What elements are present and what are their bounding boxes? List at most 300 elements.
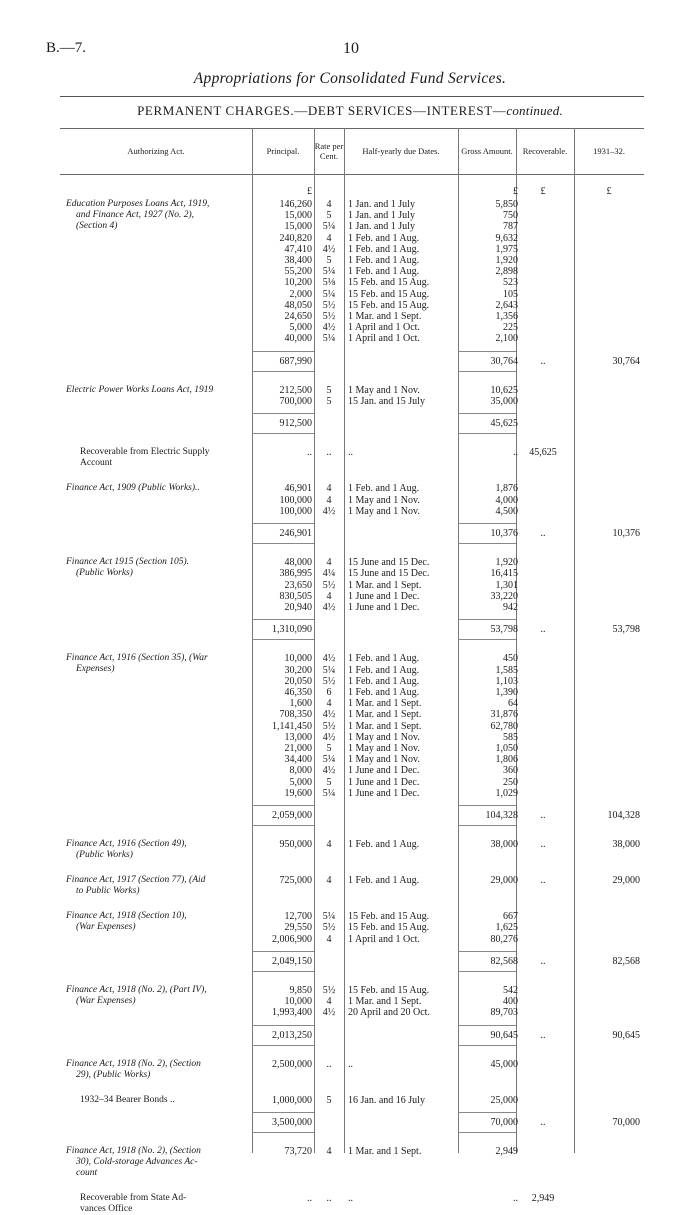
table-row-gross: 1,920 (495, 557, 518, 569)
table-row-gross: 360 (503, 765, 518, 777)
subtotal-bottom-rule (458, 639, 516, 640)
subtotal-rule-principal (252, 523, 314, 524)
year-total: 53,798 (612, 624, 640, 636)
act-name-line: Expenses) (76, 664, 115, 675)
act-name-line: Finance Act 1915 (Section 105). (66, 557, 190, 568)
table-row-principal: 13,000 (284, 731, 312, 743)
act-name-line: count (76, 1168, 98, 1179)
subtotal-rule-principal (252, 619, 314, 620)
table-row-gross: 250 (503, 776, 518, 788)
table-row-dates: 1 Feb. and 1 Aug. (348, 483, 420, 495)
table-row-rate: 4½ (322, 709, 336, 721)
subtotal-rule-gross (458, 1112, 516, 1113)
table-row-principal: 146,260 (279, 199, 312, 210)
table-header-rule (60, 174, 644, 175)
table-row-gross: 1,975 (495, 243, 518, 255)
table-row-gross: 45,000 (490, 1058, 518, 1070)
subtotal-gross: 30,764 (490, 355, 518, 367)
table-row-dates: 1 Feb. and 1 Aug. (348, 687, 420, 698)
table-row-gross: 4,000 (495, 494, 518, 506)
gross-currency: £ (513, 186, 518, 197)
table-row-principal: 19,600 (284, 787, 312, 799)
table-row-rate: 4 (326, 199, 332, 210)
table-row-rate: .. (326, 1058, 332, 1070)
table-row-rate: 5⅛ (322, 277, 336, 289)
page-title: Appropriations for Consolidated Fund Services. (193, 70, 507, 87)
subtotal-bottom-rule (252, 371, 314, 372)
table-row-rate: 5¼ (322, 266, 336, 278)
table-row-gross: 1,050 (495, 743, 518, 754)
table-row-rate: 4½ (322, 731, 336, 743)
table-row-dates: 1 Feb. and 1 Aug. (348, 255, 420, 266)
act-name-line: and Finance Act, 1927 (No. 2), (76, 210, 195, 220)
table-row-gross: .. (513, 1193, 518, 1205)
table-row-dates: 1 June and 1 Dec. (348, 590, 420, 602)
subtotal-rule-gross (458, 619, 516, 620)
table-row-rate: 4 (326, 232, 332, 244)
recoverable-value: .. (540, 810, 546, 821)
act-name-line: (War Expenses) (76, 922, 136, 933)
table-row-dates: 1 Jan. and 1 July (348, 210, 415, 222)
table-row-rate: 4 (326, 839, 332, 851)
recoverable-value: .. (540, 355, 546, 367)
subtotal-principal: 912,500 (279, 418, 312, 430)
table-row-gross: 62,780 (490, 720, 518, 732)
table-row-rate: 5½ (322, 675, 336, 687)
act-name (66, 985, 248, 1007)
table-row-principal: 2,500,000 (272, 1058, 312, 1070)
table-row-rate: 5¼ (322, 664, 336, 676)
table-row-gross: 105 (503, 288, 518, 300)
table-row-gross: 5,850 (495, 199, 518, 210)
table-row-principal: 15,000 (284, 210, 312, 222)
act-name-line: Finance Act, 1918 (No. 2), (Part IV), (66, 985, 207, 995)
recoverable-value: 2,949 (531, 1193, 555, 1205)
subtotal-gross: 104,328 (485, 810, 518, 821)
table-row-dates: 1 Feb. and 1 Aug. (348, 675, 420, 687)
table-row-principal: .. (307, 1193, 312, 1205)
section-heading-continued: continued. (506, 103, 563, 118)
table-row-gross: 1,356 (495, 311, 518, 322)
table-row-dates: 1 May and 1 Nov. (348, 505, 420, 517)
subtotal-bottom-rule (458, 1132, 516, 1133)
table-row-principal: 8,000 (289, 765, 312, 777)
table-row-dates: 1 Mar. and 1 Sept. (348, 311, 422, 322)
subtotal-bottom-rule (458, 971, 516, 972)
table-row-dates: 1 June and 1 Dec. (348, 787, 420, 799)
table-row-principal: 23,650 (284, 579, 312, 591)
table-row-gross: 1,390 (495, 687, 518, 698)
table-row-principal: 30,200 (284, 664, 312, 676)
col-header-recoverable: Recoverable. (522, 146, 568, 156)
table-row-gross: 31,876 (490, 709, 518, 721)
table-row-rate: 4 (326, 698, 332, 710)
subtotal-bottom-rule (252, 639, 314, 640)
table-row-gross: 4,500 (495, 505, 518, 517)
table-row-rate: 5 (326, 743, 332, 754)
table-row-principal: 48,000 (284, 557, 312, 569)
table-row-rate: 5¼ (322, 911, 336, 923)
table-row-dates: 1 May and 1 Nov. (348, 494, 420, 506)
act-name-line: Finance Act, 1916 (Section 35), (War (66, 653, 208, 664)
table-row-gross: 33,220 (490, 590, 518, 602)
table-row-rate: 5½ (322, 299, 336, 311)
table-row-principal: 15,000 (284, 221, 312, 233)
year-total: 82,568 (612, 955, 640, 967)
table-row-rate: 5¼ (322, 754, 336, 766)
act-name-line: Education Purposes Loans Act, 1919, (66, 199, 210, 209)
table-row-gross: 1,625 (495, 922, 518, 934)
table-row-principal: 212,500 (279, 384, 312, 396)
table-row-principal: 1,600 (289, 698, 312, 710)
table-row-rate: .. (326, 447, 332, 459)
act-name-line: Recoverable from State Ad- (80, 1193, 187, 1204)
table-row-rate: .. (326, 1193, 332, 1205)
subtotal-rule-principal (252, 1112, 314, 1113)
table-row-dates: 1 Mar. and 1 Sept. (348, 579, 422, 591)
table-row-gross: 450 (503, 653, 518, 665)
title-rule (60, 96, 644, 97)
table-row-dates: 1 June and 1 Dec. (348, 765, 420, 777)
table-row-dates: 1 Feb. and 1 Aug. (348, 266, 420, 278)
recoverable-currency: £ (540, 186, 546, 197)
table-row-principal: 10,200 (284, 277, 312, 289)
table-row-gross: 2,643 (495, 299, 518, 311)
subtotal-gross: 90,645 (490, 1029, 518, 1041)
table-row-dates: 1 Mar. and 1 Sept. (348, 698, 422, 710)
table-row-gross: .. (513, 447, 518, 459)
table-row-dates: 1 Feb. and 1 Aug. (348, 232, 420, 244)
act-name-line: (War Expenses) (76, 996, 136, 1006)
subtotal-bottom-rule (252, 825, 314, 826)
subtotal-principal: 1,310,090 (272, 624, 312, 636)
recoverable-value: .. (540, 1117, 546, 1128)
table-row-principal: 2,006,900 (272, 933, 312, 945)
table-row-gross: 1,301 (495, 579, 518, 591)
act-name-line: (Section 4) (76, 221, 118, 231)
table-row-dates: 15 Feb. and 15 Aug. (348, 922, 430, 934)
table-row-dates: 15 Feb. and 15 Aug. (348, 288, 430, 300)
act-name-line: Finance Act, 1918 (Section 10), (66, 911, 187, 922)
table-row-dates: 1 Mar. and 1 Sept. (348, 1146, 422, 1158)
act-name-line: (Public Works) (76, 850, 133, 861)
table-row-gross: 16,415 (490, 568, 518, 580)
table-row-principal: 708,350 (279, 709, 312, 721)
table-row-dates: 15 Feb. and 15 Aug. (348, 985, 430, 996)
table-row-dates: 20 April and 20 Oct. (348, 1007, 430, 1019)
table-row-principal: 46,350 (284, 687, 312, 698)
act-name (80, 447, 248, 469)
section-heading-text: PERMANENT CHARGES.—DEBT SERVICES—INTEREST— (137, 103, 507, 118)
appropriations-table (60, 128, 644, 1215)
table-row-dates: 1 Feb. and 1 Aug. (348, 664, 420, 676)
subtotal-gross: 10,376 (490, 528, 518, 539)
subtotal-bottom-rule (252, 433, 314, 434)
act-name-line: Recoverable from Electric Supply (80, 447, 210, 458)
table-row-rate: 4½ (322, 602, 336, 613)
table-row-principal: 46,901 (284, 483, 312, 495)
table-row-rate: 4½ (322, 765, 336, 777)
table-row-rate: 4 (326, 557, 332, 569)
act-name-line: (Public Works) (76, 568, 133, 579)
table-row-dates: 1 April and 1 Oct. (348, 322, 420, 334)
table-row-rate: 5¼ (322, 288, 336, 300)
table-row-dates: 1 June and 1 Dec. (348, 776, 420, 788)
table-row-gross: 2,949 (495, 1146, 518, 1158)
table-row-dates: 15 June and 15 Dec. (348, 557, 430, 569)
recoverable-value: 45,625 (529, 447, 557, 459)
table-row-dates: 15 June and 15 Dec. (348, 568, 430, 580)
table-row-rate: 4¼ (322, 568, 336, 580)
act-name-line: Finance Act, 1918 (No. 2), (Section (66, 1058, 201, 1069)
col-header-year: 1931–32. (593, 146, 625, 156)
table-row-dates: 15 Feb. and 15 Aug. (348, 277, 430, 289)
subtotal-rule-principal (252, 413, 314, 414)
page-ref: B.—7. (46, 40, 87, 56)
table-row-gross: 667 (503, 911, 518, 923)
table-row-principal: 830,505 (279, 590, 312, 602)
act-name (66, 385, 248, 396)
col-divider (574, 128, 575, 1153)
col-header-gross: Gross Amount. (461, 146, 513, 156)
subtotal-rule-gross (458, 523, 516, 524)
table-row-rate: 4 (326, 494, 332, 506)
table-row-principal: 1,000,000 (272, 1094, 312, 1106)
recoverable-value: .. (540, 875, 546, 887)
table-row-dates: 16 Jan. and 16 July (348, 1094, 425, 1106)
table-row-principal: 40,000 (284, 333, 312, 345)
table-row-principal: 386,995 (279, 568, 312, 580)
table-row-dates: 1 Mar. and 1 Sept. (348, 709, 422, 721)
table-row-rate: 4½ (322, 653, 336, 665)
table-row-rate: 4½ (322, 243, 336, 255)
subtotal-gross: 45,625 (490, 418, 518, 430)
table-row-rate: 5½ (322, 579, 336, 591)
act-name (66, 911, 248, 933)
table-row-rate: 5¼ (322, 787, 336, 799)
table-row-dates: 1 Feb. and 1 Aug. (348, 875, 420, 887)
subtotal-rule-gross (458, 413, 516, 414)
table-row-rate: 5½ (322, 985, 336, 996)
act-name (66, 653, 248, 675)
recoverable-value: .. (540, 1029, 546, 1041)
subtotal-bottom-rule (458, 371, 516, 372)
act-name-line: vances Office (80, 1204, 133, 1215)
table-row-principal: 2,000 (289, 288, 312, 300)
table-row-principal: 100,000 (279, 505, 312, 517)
subtotal-rule-principal (252, 1025, 314, 1026)
table-row-principal: 12,700 (284, 911, 312, 923)
table-row-gross: 2,898 (495, 266, 518, 278)
table-row-rate: 4 (326, 1146, 332, 1158)
table-row-rate: 4 (326, 590, 332, 602)
act-name-line: Finance Act, 1909 (Public Works).. (66, 483, 200, 494)
act-name-line: Finance Act, 1918 (No. 2), (Section (66, 1146, 201, 1157)
table-row-dates: 1 Feb. and 1 Aug. (348, 653, 420, 665)
table-row-rate: 5 (326, 776, 332, 788)
table-row-principal: 1,141,450 (272, 720, 312, 732)
table-row-dates: 1 Feb. and 1 Aug. (348, 839, 420, 851)
subtotal-gross: 70,000 (490, 1117, 518, 1128)
year-total: 10,376 (612, 528, 640, 539)
subtotal-bottom-rule (252, 543, 314, 544)
table-row-dates: 15 Feb. and 15 Aug. (348, 911, 430, 923)
table-row-gross: 1,806 (495, 754, 518, 766)
table-row-gross: 25,000 (490, 1094, 518, 1106)
subtotal-bottom-rule (458, 1045, 516, 1046)
recoverable-value: .. (540, 528, 546, 539)
table-row-gross: 9,632 (495, 232, 518, 244)
subtotal-rule-principal (252, 951, 314, 952)
table-row-principal: 725,000 (279, 875, 312, 887)
table-row-principal: 9,850 (289, 985, 312, 996)
subtotal-rule-principal (252, 351, 314, 352)
table-row-gross: 35,000 (490, 396, 518, 407)
act-name (66, 1059, 248, 1081)
act-name-line: Finance Act, 1916 (Section 49), (66, 839, 187, 850)
year-total: 104,328 (607, 810, 640, 821)
table-row-principal: 20,050 (284, 675, 312, 687)
table-row-rate: 4½ (322, 1007, 336, 1019)
table-row-dates: 1 Jan. and 1 July (348, 199, 415, 210)
page-number: 10 (343, 40, 359, 57)
table-row-rate: 5 (326, 396, 332, 407)
table-row-dates: 1 April and 1 Oct. (348, 933, 420, 945)
col-divider (344, 128, 345, 1153)
table-row-principal: 240,820 (279, 232, 312, 244)
year-total: 70,000 (612, 1117, 640, 1128)
table-row-rate: 5 (326, 1094, 332, 1106)
subtotal-principal: 2,059,000 (272, 810, 312, 821)
table-row-dates: 1 April and 1 Oct. (348, 333, 420, 345)
subtotal-bottom-rule (252, 1132, 314, 1133)
act-name-line: 30), Cold-storage Advances Ac- (76, 1157, 198, 1168)
table-row-gross: 225 (503, 322, 518, 334)
table-row-principal: 5,000 (289, 322, 312, 334)
act-name-line: 1932–34 Bearer Bonds .. (80, 1094, 175, 1105)
year-currency: £ (606, 186, 612, 197)
subtotal-rule-gross (458, 1025, 516, 1026)
table-row-rate: 4 (326, 483, 332, 495)
year-total: 30,764 (612, 355, 640, 367)
act-name-line: Electric Power Works Loans Act, 1919 (66, 384, 214, 395)
subtotal-bottom-rule (458, 433, 516, 434)
act-name-line: Account (80, 458, 113, 469)
table-row-principal: 5,000 (289, 776, 312, 788)
recoverable-value: .. (540, 624, 546, 636)
table-row-rate: 5½ (322, 922, 336, 934)
table-row-principal: .. (307, 447, 312, 459)
table-row-principal: 20,940 (284, 602, 312, 613)
table-row-rate: 4 (326, 933, 332, 945)
table-row-principal: 48,050 (284, 299, 312, 311)
act-name-line: 29), (Public Works) (76, 1069, 151, 1080)
table-row-rate: 4 (326, 996, 332, 1008)
subtotal-principal: 687,990 (279, 355, 312, 367)
table-row-dates: 1 Feb. and 1 Aug. (348, 243, 420, 255)
act-name (66, 557, 248, 579)
table-row-dates: 1 Mar. and 1 Sept. (348, 720, 422, 732)
table-row-rate: 5½ (322, 720, 336, 732)
table-row-gross: 2,100 (495, 333, 518, 345)
act-name (80, 1193, 248, 1215)
recoverable-value: .. (540, 955, 546, 967)
table-row-gross: 1,876 (495, 483, 518, 495)
col-header-principal: Principal. (266, 146, 300, 156)
year-total: 38,000 (612, 839, 640, 851)
table-row-gross: 523 (503, 277, 518, 289)
col-header-dates: Half-yearly due Dates. (362, 146, 440, 156)
table-row-gross: 942 (503, 602, 518, 613)
table-row-dates: .. (348, 447, 353, 459)
table-row-gross: 38,000 (490, 839, 518, 851)
table-row-gross: 787 (503, 221, 518, 233)
subtotal-rule-gross (458, 805, 516, 806)
section-heading (0, 103, 700, 119)
table-row-gross: 542 (503, 985, 518, 996)
table-row-gross: 750 (503, 210, 518, 222)
subtotal-rule-gross (458, 351, 516, 352)
table-row-principal: 55,200 (284, 266, 312, 278)
table-row-principal: 1,993,400 (272, 1007, 312, 1019)
table-row-rate: 4½ (322, 322, 336, 334)
table-row-gross: 10,625 (490, 384, 518, 396)
table-row-dates: 1 Jan. and 1 July (348, 221, 415, 233)
table-row-rate: 5¼ (322, 221, 336, 233)
act-name (66, 483, 248, 494)
subtotal-bottom-rule (252, 971, 314, 972)
table-row-rate: 5 (326, 384, 332, 396)
recoverable-value: .. (540, 839, 546, 851)
table-row-gross: 1,103 (495, 675, 518, 687)
table-row-dates: 1 Mar. and 1 Sept. (348, 996, 422, 1008)
act-name (66, 875, 248, 897)
subtotal-bottom-rule (458, 543, 516, 544)
table-row-principal: 21,000 (284, 743, 312, 754)
table-row-principal: 24,650 (284, 311, 312, 322)
table-row-dates: .. (348, 1058, 353, 1070)
year-total: 90,645 (612, 1029, 640, 1041)
subtotal-bottom-rule (252, 1045, 314, 1046)
table-row-dates: 1 May and 1 Nov. (348, 754, 420, 766)
table-row-dates: 1 June and 1 Dec. (348, 602, 420, 613)
subtotal-principal: 246,901 (279, 528, 312, 539)
principal-currency: £ (307, 186, 312, 197)
table-row-gross: 400 (503, 996, 518, 1008)
table-row-gross: 89,703 (490, 1007, 518, 1019)
subtotal-rule-gross (458, 951, 516, 952)
table-row-dates: 15 Jan. and 15 July (348, 396, 425, 407)
table-row-gross: 29,000 (490, 875, 518, 887)
act-name (66, 1146, 248, 1179)
subtotal-rule-principal (252, 805, 314, 806)
table-row-gross: 585 (503, 731, 518, 743)
year-total: 29,000 (612, 875, 640, 887)
subtotal-principal: 3,500,000 (272, 1117, 312, 1128)
act-name (66, 199, 248, 232)
table-row-rate: 4 (326, 875, 332, 887)
table-row-dates: 1 May and 1 Nov. (348, 743, 420, 754)
table-row-dates: 1 May and 1 Nov. (348, 731, 420, 743)
subtotal-principal: 2,049,150 (272, 955, 312, 967)
act-name (66, 839, 248, 861)
subtotal-gross: 82,568 (490, 955, 518, 967)
act-name (80, 1095, 248, 1106)
table-row-principal: 100,000 (279, 494, 312, 506)
table-row-principal: 700,000 (279, 396, 312, 407)
table-row-principal: 10,000 (284, 653, 312, 665)
act-name-line: Finance Act, 1917 (Section 77), (Aid (66, 875, 206, 886)
